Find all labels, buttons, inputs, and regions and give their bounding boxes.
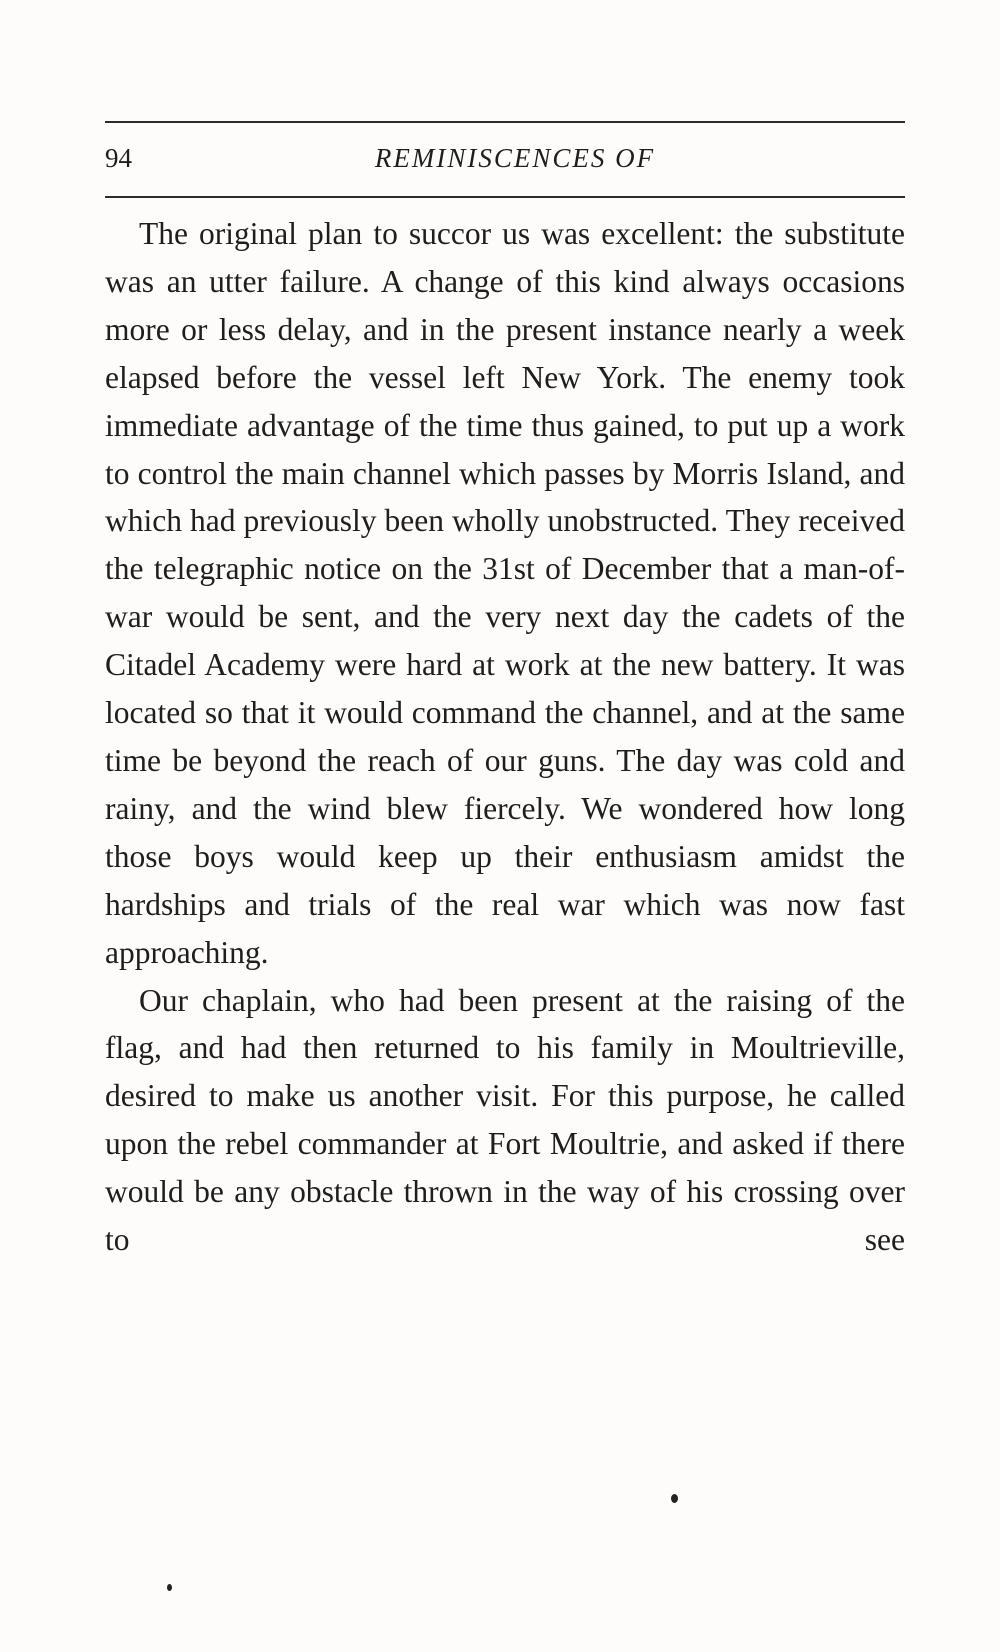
paragraph-2: Our chaplain, who had been present at the raising of the flag, and had then returned to his family in Moultrieville, desired to make us another visit. For this purpose, he called upon the rebel commander at Fort Moultrie, and asked if there would be any obstacle thrown in the way of his crossing over to see <box>105 982 905 1258</box>
header-rule-bottom <box>105 196 905 198</box>
running-head <box>105 138 905 178</box>
page-number: 94 <box>105 143 132 173</box>
ink-speck <box>671 1494 678 1503</box>
body-text <box>105 210 905 1264</box>
paragraph-1: The original plan to succor us was excellent: the substitute was an utter failure. A change of this kind always occasions more or less delay, and in the present instance nearly a week elapsed before the vessel left New York. The enemy took immediate advantage of the time thus gained, to put up a work to control the main channel which passes by Morris Island, and which had previously been wholly unobstructed. They received the telegraphic notice on the 31st of December that a man-of-war would be sent, and the very next day the cadets of the Citadel Academy were hard at work at the new battery. It was located so that it would command the channel, and at the same time be beyond the reach of our guns. The day was cold and rainy, and the wind blew fiercely. We wondered how long those boys would keep up their enthusiasm amidst the hardships and trials of the real war which was now fast approaching. <box>105 216 905 970</box>
book-title: REMINISCENCES OF <box>374 143 656 173</box>
header-rule-top <box>105 121 905 123</box>
ink-speck <box>167 1584 172 1591</box>
